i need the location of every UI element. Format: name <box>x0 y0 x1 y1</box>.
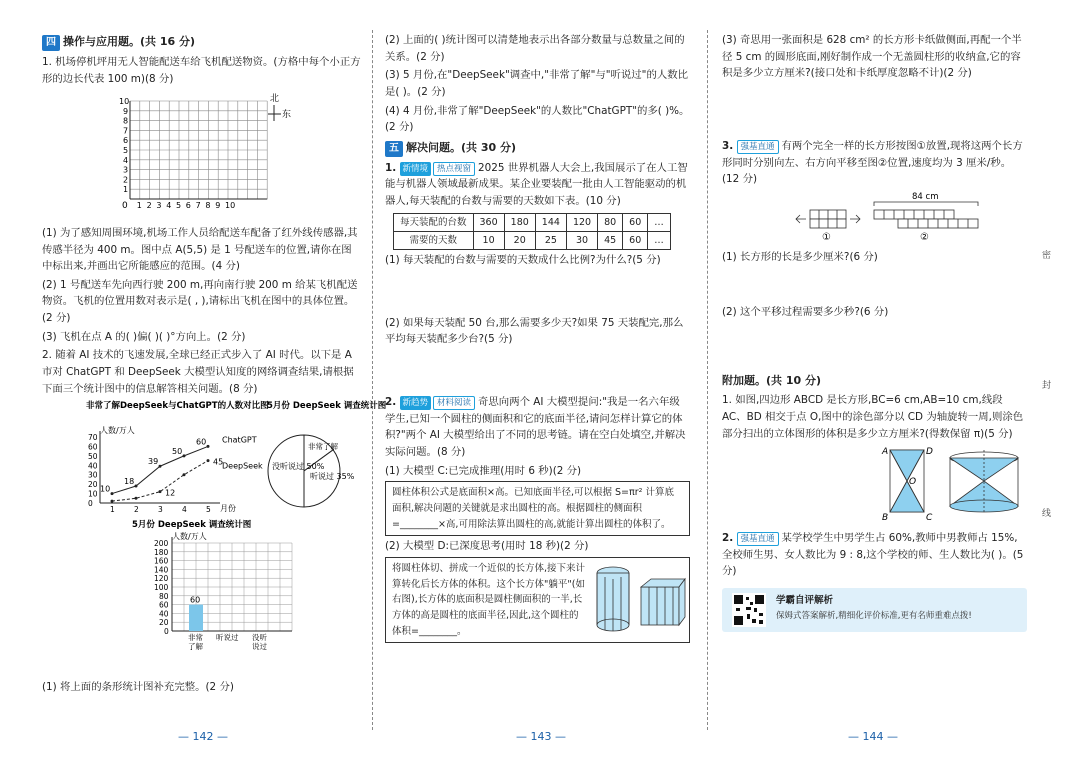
table-cell: 180 <box>504 213 535 231</box>
north-label: 北 <box>270 94 280 105</box>
tag-new-context: 新情境 <box>400 162 432 176</box>
east-label: 东 <box>282 110 292 121</box>
grid-x-tick: 8 <box>205 201 211 211</box>
point-o-label: O <box>909 477 917 488</box>
reasoning-text: 将圆柱体切、拼成一个近似的长方体,接下来计算转化后长方体的体积。这个长方体"躺平"(如右图),长方体的底面积是圆柱侧面积的一半,长方体的高是圆柱的底面半径,因此,这个圆柱的体积=________。 <box>392 562 586 637</box>
section-title: 操作与应用题。(共 16 分) <box>63 35 196 48</box>
grid-x-tick: 7 <box>195 201 201 211</box>
grid-x-tick: 9 <box>215 201 221 211</box>
point-a-label: A <box>882 447 889 458</box>
bar-category-label: 听说过 <box>216 633 239 643</box>
question-text: (3) 奇思用一张面积是 628 cm² 的长方形卡纸做侧面,再配一个半径 5 cm 的圆形底面,刚好制作成一个无盖圆柱形的收纳盒,它的容积是多少立方厘米?(接口处和卡纸厚度忽略不计)(2 分) <box>722 34 1022 80</box>
line-point <box>111 492 114 495</box>
tag-new-trend: 新趋势 <box>400 396 432 410</box>
grid-y-tick: 3 <box>123 165 129 175</box>
point-c-label: C <box>926 513 933 524</box>
line-x-tick: 3 <box>158 505 163 515</box>
figure-1-label: ① <box>822 231 831 243</box>
bar-category-label: 说过 <box>252 642 267 652</box>
cylinder-illustration <box>593 561 685 635</box>
column-divider <box>372 30 373 730</box>
question-text: 2. 随着 AI 技术的飞速发展,全球已经正式步入了 AI 时代。以下是 A 市对 ChatGPT 和 DeepSeek 大模型认知度的网络调查结果,请根据下面三个统计图中的信息解答相关问题。(8 分) <box>42 349 354 395</box>
page-142 <box>42 30 387 730</box>
question-text: (4) 4 月份,非常了解"DeepSeek"的人数比"ChatGPT"的多( )%。(2 分) <box>385 104 690 134</box>
question-lead: 奇思向两个 AI 大模型提问:"我是一名六年级学生,已知一个圆柱的侧面积和它的底面半径,请问怎样计算它的体积?"两个 AI 大模型给出了不同的思考链。请在空白处填空,并解决实际问题。(8 分) <box>385 396 686 458</box>
grid-x-tick: 1 <box>136 201 142 211</box>
grid-x-tick: 5 <box>176 201 182 211</box>
line-point <box>159 465 162 468</box>
point-b-label: B <box>882 513 889 524</box>
line-y-tick: 30 <box>88 471 98 481</box>
grid-x-tick: 6 <box>185 201 191 211</box>
grid-y-tick: 10 <box>119 97 130 107</box>
line-y-tick: 50 <box>88 452 98 462</box>
line-x-tick: 4 <box>182 505 187 515</box>
pie-label: 听说过 35% <box>310 472 355 482</box>
line-point <box>183 474 186 477</box>
question-text <box>722 138 1027 188</box>
bar-y-tick: 200 <box>154 539 169 549</box>
line-point <box>207 459 210 462</box>
bar-y-tick: 120 <box>154 574 169 584</box>
line-legend-DeepSeek: DeepSeek <box>222 461 263 471</box>
answer-space <box>722 84 1027 136</box>
line-data-label: 12 <box>165 489 176 499</box>
line-data-label: 18 <box>124 477 135 487</box>
table-cell: 120 <box>566 213 597 231</box>
reasoning-box-d <box>385 557 690 643</box>
grid-y-tick: 6 <box>123 136 129 146</box>
column-divider <box>707 30 708 730</box>
question-text <box>385 394 690 461</box>
bar-y-tick: 140 <box>154 565 169 575</box>
tag-hot-topic: 热点视窗 <box>433 162 475 176</box>
question-text: (2) 这个平移过程需要多少秒?(6 分) <box>722 306 889 319</box>
pie-label: 非常了解 <box>308 442 338 452</box>
line-y-tick: 40 <box>88 461 98 471</box>
question-text: (1) 大模型 C:已完成推理(用时 6 秒)(2 分) <box>385 464 582 477</box>
bar-y-tick: 20 <box>159 618 169 628</box>
pie-label: 没听说过 50% <box>272 462 325 472</box>
line-data-label: 39 <box>148 457 159 467</box>
line-x-tick: 1 <box>110 505 115 515</box>
bonus-heading: 附加题。(共 10 分) <box>722 373 822 387</box>
page-number: — 143 — <box>516 730 566 743</box>
answer-space <box>722 268 1027 302</box>
table-cell: 25 <box>535 231 566 249</box>
question-text: (2) 上面的( )统计图可以清楚地表示出各部分数量与总数量之间的关系。(2 分) <box>385 34 685 63</box>
grid-y-tick: 5 <box>123 146 129 156</box>
question-lead: 有两个完全一样的长方形按图①放置,现将这两个长方形同时分别向左、右方向平移至图②位置,速度均为 3 厘米/秒。(12 分) <box>722 139 1023 186</box>
question-number: 1. <box>385 161 397 174</box>
page-144 <box>722 30 1027 730</box>
tag-basics: 强基直通 <box>737 532 779 546</box>
line-point <box>111 500 114 503</box>
table-cell: 每天装配的台数 <box>394 213 474 231</box>
line-data-label: 60 <box>196 437 207 447</box>
line-chart-title: 非常了解DeepSeek与ChatGPT的人数对比图 <box>86 401 269 412</box>
line-x-tick: 2 <box>134 505 139 515</box>
question-text: 1. 机场停机坪用无人智能配送车给飞机配送物资。(方格中每个小正方形的边长代表 100 m)(8 分) <box>42 56 361 85</box>
question-number: 2. <box>385 396 397 409</box>
question-text: (1) 将上面的条形统计图补充完整。(2 分) <box>42 680 234 693</box>
table-cell: 45 <box>598 231 623 249</box>
grid-y-tick: 1 <box>123 185 129 195</box>
grid-y-tick: 4 <box>123 156 129 166</box>
qr-code-icon[interactable] <box>732 593 766 627</box>
line-data-label: 10 <box>100 484 111 494</box>
point-d-label: D <box>926 447 933 458</box>
answer-space <box>722 323 1027 369</box>
question-text: (1) 长方形的长是多少厘米?(6 分) <box>722 251 878 264</box>
bar-data-label: 60 <box>190 595 201 605</box>
line-point <box>183 455 186 458</box>
bar-category-label: 非常 <box>188 633 203 643</box>
bar-y-tick: 100 <box>154 583 169 593</box>
bar-category-label: 了解 <box>188 642 203 652</box>
page-143 <box>385 30 690 730</box>
question-text: (3) 飞机在点 A 的( )偏( )( )°方向上。(2 分) <box>42 330 246 343</box>
question-number: 3. <box>722 139 734 152</box>
section-badge: 四 <box>42 35 60 51</box>
table-cell: 360 <box>473 213 504 231</box>
statistics-charts <box>42 399 387 671</box>
line-point <box>207 445 210 448</box>
translation-figure <box>722 190 1027 242</box>
grid-y-tick: 7 <box>123 126 129 136</box>
grid-y-tick: 9 <box>123 107 129 117</box>
question-text <box>385 160 690 210</box>
table-cell: 144 <box>535 213 566 231</box>
line-point <box>135 485 138 488</box>
bar-y-tick: 160 <box>154 556 169 566</box>
seal-mark: 线 <box>1042 509 1052 519</box>
bar-y-tick: 60 <box>159 600 169 610</box>
grid-x-tick: 10 <box>225 201 236 211</box>
bar-y-tick: 0 <box>164 627 169 637</box>
line-y-tick: 0 <box>88 499 93 509</box>
table-cell: … <box>648 213 671 231</box>
bar-category-label: 没听 <box>252 633 267 643</box>
line-y-tick: 10 <box>88 489 98 499</box>
grid-x-tick: 2 <box>146 201 152 211</box>
seal-mark: 密 <box>1042 251 1052 261</box>
line-series-ChatGPT <box>112 447 208 494</box>
table-row <box>394 231 671 249</box>
section-badge: 五 <box>385 141 403 157</box>
line-y-tick: 60 <box>88 442 98 452</box>
qr-text: 保姆式答案解析,精细化评价标准,更有名师重难点拨! <box>776 610 972 621</box>
seal-mark: 封 <box>1042 381 1052 391</box>
question-text: 1. 如图,四边形 ABCD 是长方形,BC=6 cm,AB=10 cm,线段 AC、BD 相交于点 O,图中的涂色部分以 CD 为轴旋转一周,则涂色部分扫出的立体图形的体积是多少立方厘米?(得数保留 π)(5 分) <box>722 394 1024 440</box>
table-cell: 需要的天数 <box>394 231 474 249</box>
grid-x-tick: 3 <box>156 201 162 211</box>
figure-2-label: ② <box>920 231 929 243</box>
bar <box>189 605 203 631</box>
coordinate-grid <box>42 89 362 217</box>
line-point <box>159 491 162 494</box>
grid-x-tick: 4 <box>166 201 172 211</box>
question-number: 2. <box>722 531 734 544</box>
qr-title: 学霸自评解析 <box>776 594 834 606</box>
data-table <box>393 213 671 250</box>
qr-banner[interactable] <box>722 588 1027 632</box>
line-data-label: 45 <box>213 457 224 467</box>
line-data-label: 50 <box>172 447 183 457</box>
question-text: (2) 大模型 D:已深度思考(用时 18 秒)(2 分) <box>385 540 589 553</box>
bar-y-tick: 180 <box>154 548 169 558</box>
pie-slice <box>268 435 304 507</box>
answer-space <box>385 350 690 392</box>
section-title: 解决问题。(共 30 分) <box>406 140 517 154</box>
line-y-tick: 20 <box>88 480 98 490</box>
grid-y-tick: 8 <box>123 116 129 126</box>
question-lead: 某学校学生中男学生占 60%,教师中男教师占 15%,全校师生男、女人数比为 9 : 8,这个学校的师、生人数比为( )。(5 分) <box>722 531 1024 578</box>
tag-basics: 强基直通 <box>737 140 779 154</box>
question-text: (3) 5 月份,在"DeepSeek"调查中,"非常了解"与"听说过"的人数比是( )。(2 分) <box>385 69 689 98</box>
line-chart-xlabel: 月份 <box>220 504 236 514</box>
bar-y-tick: 80 <box>159 592 169 602</box>
table-cell: 60 <box>623 213 648 231</box>
question-text: (2) 1 号配送车先向西行驶 200 m,再向南行驶 200 m 给某飞机配送物资。飞机的位置用数对表示是( , ),请标出飞机在图中的具体位置。(2 分) <box>42 278 358 325</box>
dimension-label: 84 cm <box>912 191 939 202</box>
grid-origin: 0 <box>122 201 128 212</box>
table-row <box>394 213 671 231</box>
question-text: (1) 为了感知周围环境,机场工作人员给配送车配备了红外线传感器,其传感半径为 400 m。图中点 A(5,5) 是 1 号配送车的位置,请你在图中标出来,并画出它所能感应的范围。(4 分) <box>42 226 358 273</box>
grid-y-tick: 2 <box>123 175 129 185</box>
question-text <box>722 530 1027 580</box>
table-cell: 20 <box>504 231 535 249</box>
table-cell: 30 <box>566 231 597 249</box>
line-point <box>135 497 138 500</box>
tag-material: 材料阅读 <box>433 396 475 410</box>
line-chart-ylabel: 人数/万人 <box>100 426 135 436</box>
section-heading <box>385 139 690 157</box>
bar-chart-title: 5月份 DeepSeek 调查统计图 <box>132 520 252 531</box>
line-legend-ChatGPT: ChatGPT <box>222 435 257 445</box>
line-y-tick: 70 <box>88 433 98 443</box>
reasoning-box-c: 圆柱体积公式是底面积×高。已知底面半径,可以根据 S=πr² 计算底面积,解决问题的关键就是求出圆柱的高。根据圆柱的侧面积=________×高,可用除法算出圆柱的高,就能计算出圆柱的体积了。 <box>385 481 690 536</box>
rotation-figure <box>722 444 1027 522</box>
table-cell: 80 <box>598 213 623 231</box>
page-number: — 144 — <box>848 730 898 743</box>
section-heading <box>42 33 362 51</box>
bar-chart-ylabel: 人数/万人 <box>172 532 207 542</box>
question-lead: 2025 世界机器人大会上,我国展示了在人工智能与机器人领域最新成果。某企业要装配一批由人工智能驱动的机器人,每天装配的台数与需要的天数如下表。(10 分) <box>385 161 688 208</box>
line-x-tick: 5 <box>206 505 211 515</box>
table-cell: 10 <box>473 231 504 249</box>
pie-chart-title: 5月份 DeepSeek 调查统计图 <box>267 401 387 412</box>
question-text: (1) 每天装配的台数与需要的天数成什么比例?为什么?(5 分) <box>385 254 661 267</box>
page-number: — 142 — <box>178 730 228 743</box>
table-cell: … <box>648 231 671 249</box>
answer-space <box>385 271 690 313</box>
table-cell: 60 <box>623 231 648 249</box>
bar-y-tick: 40 <box>159 609 169 619</box>
question-text: (2) 如果每天装配 50 台,那么需要多少天?如果 75 天装配完,那么平均每天装配多少台?(5 分) <box>385 316 684 346</box>
